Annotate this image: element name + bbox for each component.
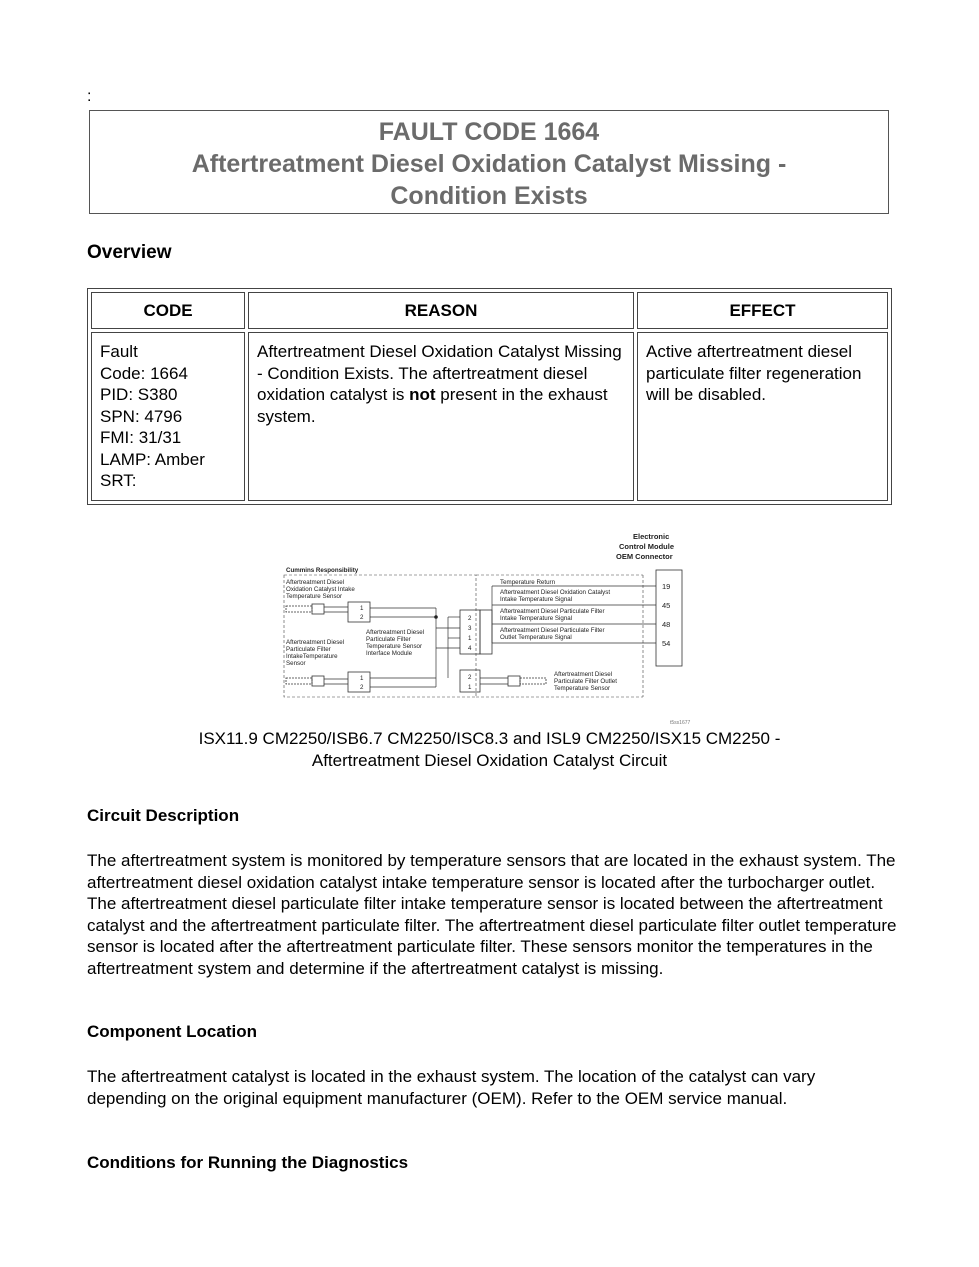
signal-label: Aftertreatment Diesel Particulate Filter xyxy=(500,627,605,634)
signal-label: Aftertreatment Diesel Oxidation Catalyst xyxy=(500,589,611,596)
connector-pin: 1 xyxy=(468,635,472,642)
ecm-pin: 19 xyxy=(662,582,671,591)
sensor3-label: Aftertreatment Diesel xyxy=(554,671,613,678)
circuit-description-text: The aftertreatment system is monitored by temperature sensors that are located in the exhaust system. The aftertreatment diesel oxidation catalyst intake temperature sensor is located after the turbocharger outlet. The aftertreatment diesel particulate filter intake temperature sensor is located between the aftertreatment catalyst and the aftertreatment particulate filter. The aftertreatment diesel particulate filter outlet temperature sensor is located after the aftertreatment particulate filter. These sensors monitor the temperatures in the aftertreatment system and determine if the aftertreatment catalyst is missing. xyxy=(87,851,897,978)
sensor2-label: IntakeTemperature xyxy=(286,653,338,660)
circuit-diagram xyxy=(278,528,698,726)
connector-b xyxy=(348,672,370,692)
overview-heading: Overview xyxy=(87,242,172,263)
sensor3-label: Temperature Sensor xyxy=(554,685,611,692)
signal-label: Intake Temperature Signal xyxy=(500,615,573,622)
code-line: SRT: xyxy=(100,471,137,490)
ecm-label-line: Electronic xyxy=(633,532,670,541)
ecm-pin: 45 xyxy=(662,601,671,610)
effect-cell: Active aftertreatment diesel particulate filter regeneration will be disabled. xyxy=(637,332,888,501)
connector-pin: 2 xyxy=(468,615,472,622)
sensor2-label: Particulate Filter xyxy=(286,646,331,653)
caption-line1: ISX11.9 CM2250/ISB6.7 CM2250/ISC8.3 and ISL9 CM2250/ISX15 CM2250 - xyxy=(198,729,781,748)
connector-pin: 1 xyxy=(468,684,472,691)
ecm-label-line: Control Module xyxy=(619,542,674,551)
module-label: Temperature Sensor xyxy=(366,643,423,650)
sensor1-label: Oxidation Catalyst Intake xyxy=(286,586,355,593)
splice-dot xyxy=(434,615,438,619)
header-effect: EFFECT xyxy=(637,292,888,329)
ecm-pin: 54 xyxy=(662,639,671,648)
sensor2-label: Sensor xyxy=(286,660,306,667)
module-label: Aftertreatment Diesel xyxy=(366,629,425,636)
component-location-text: The aftertreatment catalyst is located in the exhaust system. The location of the catalyst can vary depending on the original equipment manufacturer (OEM). Refer to the OEM service manual. xyxy=(87,1067,816,1108)
module-label: Particulate Filter xyxy=(366,636,411,643)
ecm-pin: 48 xyxy=(662,620,671,629)
sensor2-probe xyxy=(286,676,348,686)
fault-code-subtitle-line2: Condition Exists xyxy=(390,182,588,210)
signal-label: Temperature Return xyxy=(500,579,556,586)
connector-pin: 3 xyxy=(468,625,472,632)
reason-emphasis: not xyxy=(409,385,436,404)
connector-pin: 2 xyxy=(468,674,472,681)
connector-pin: 2 xyxy=(360,684,364,691)
figure-id: t5ss1677 xyxy=(670,720,691,726)
code-line: Code: 1664 xyxy=(100,363,188,383)
signal-label: Outlet Temperature Signal xyxy=(500,634,572,641)
connector-pin: 1 xyxy=(360,675,364,682)
fault-code-subtitle-line1: Aftertreatment Diesel Oxidation Catalyst Missing - xyxy=(191,150,787,178)
caption-line2: Aftertreatment Diesel Oxidation Catalyst Circuit xyxy=(311,750,668,770)
circuit-description-heading: Circuit Description xyxy=(87,806,240,825)
sensor1-probe xyxy=(286,604,348,614)
code-line: Fault xyxy=(100,342,138,361)
code-cell xyxy=(91,332,245,501)
reason-text: Aftertreatment Diesel Oxidation Catalyst Missing - Condition Exists. The aftertreatment diesel oxidation catalyst is xyxy=(257,342,622,404)
code-line: FMI: 31/31 xyxy=(100,428,182,447)
connector-a xyxy=(348,602,370,622)
header-reason: REASON xyxy=(248,292,634,329)
table-header-row xyxy=(91,292,888,329)
sensor3-probe xyxy=(480,676,546,686)
sensor2-label: Aftertreatment Diesel xyxy=(286,639,345,646)
sensor1-label: Aftertreatment Diesel xyxy=(286,579,345,586)
connector-pin: 1 xyxy=(360,605,364,612)
module-label: Interface Module xyxy=(366,650,413,657)
figure-caption xyxy=(87,728,892,771)
connector-pin: 4 xyxy=(468,645,472,652)
signal-label: Aftertreatment Diesel Particulate Filter xyxy=(500,608,605,615)
connector-pin: 2 xyxy=(360,614,364,621)
code-line: LAMP: Amber xyxy=(100,449,205,469)
reason-text-end: present in the exhaust system. xyxy=(257,385,608,426)
fault-code-title-box xyxy=(89,110,889,214)
component-location-heading: Component Location xyxy=(87,1022,257,1041)
conditions-heading: Conditions for Running the Diagnostics xyxy=(87,1153,409,1172)
module-body xyxy=(480,610,492,654)
code-line: SPN: 4796 xyxy=(100,406,183,426)
ecm-label-line: OEM Connector xyxy=(616,552,673,561)
fault-code-table xyxy=(87,288,892,505)
header-code: CODE xyxy=(91,292,245,329)
page-colon: : xyxy=(87,88,92,105)
sensor3-label: Particulate Filter Outlet xyxy=(554,678,617,685)
signal-label: Intake Temperature Signal xyxy=(500,596,573,603)
code-line: PID: S380 xyxy=(100,385,178,404)
responsibility-label: Cummins Responsibility xyxy=(286,567,359,574)
reason-cell xyxy=(248,332,634,501)
table-row xyxy=(91,332,888,501)
fault-code-title: FAULT CODE 1664 xyxy=(378,118,600,146)
sensor1-label: Temperature Sensor xyxy=(286,593,343,600)
